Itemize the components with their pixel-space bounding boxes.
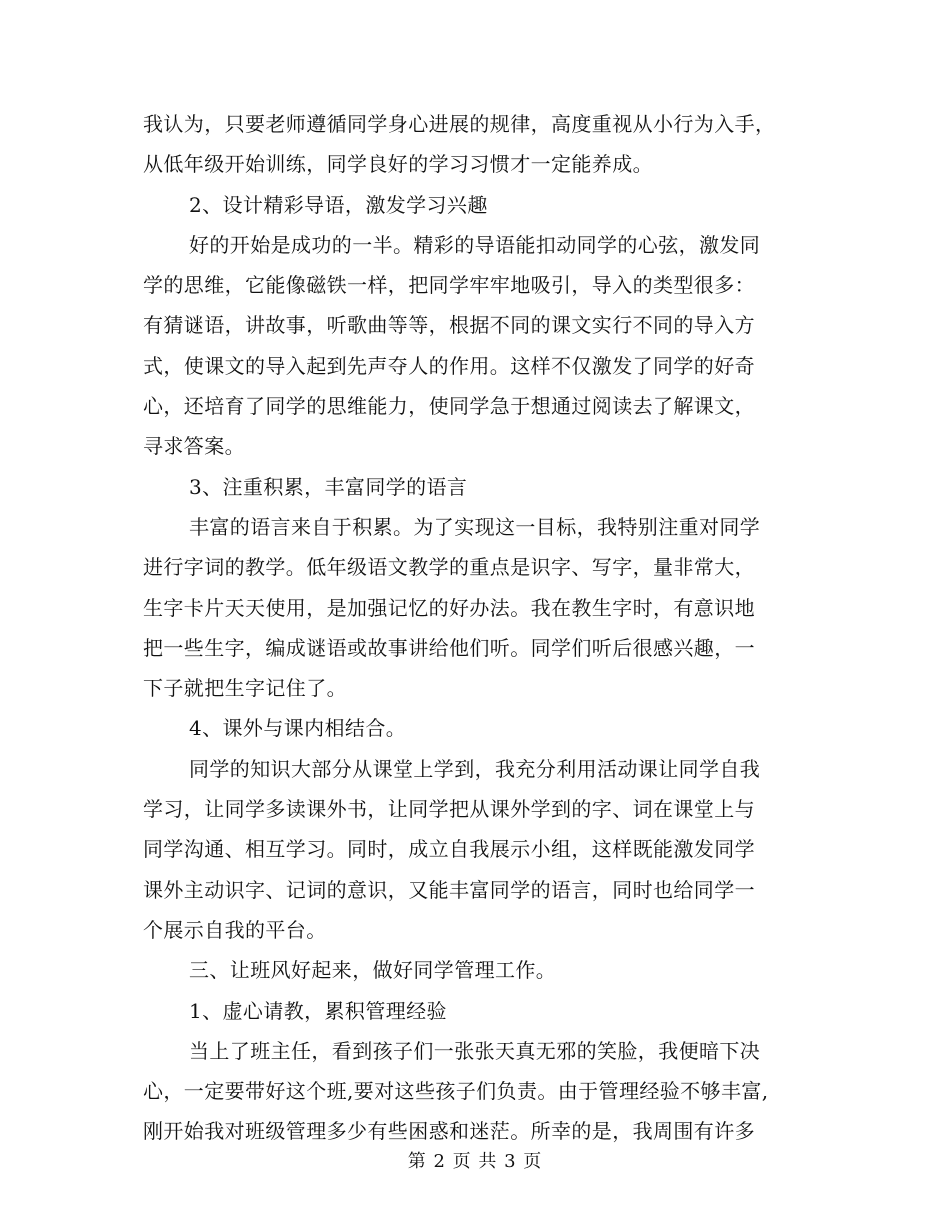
text-line: 寻求答案。 [143, 434, 245, 459]
text-line: 三、让班风好起来，做好同学管理工作。 [189, 958, 557, 983]
text-line: 好的开始是成功的一半。精彩的导语能扣动同学的心弦，激发同 [189, 232, 761, 257]
document-body [143, 104, 803, 1152]
text-line: 学的思维，它能像磁铁一样，把同学牢牢地吸引，导入的类型很多： [143, 273, 755, 298]
text-line: 心，还培育了同学的思维能力，使同学急于想通过阅读去了解课文， [143, 394, 755, 419]
text-line: 1、虚心请教，累积管理经验 [189, 998, 447, 1023]
text-line: 生字卡片天天使用，是加强记忆的好办法。我在教生字时，有意识地 [143, 595, 755, 620]
text-line: 2、设计精彩导语，激发学习兴趣 [189, 192, 488, 217]
text-line: 同学沟通、相互学习。同时，成立自我展示小组，这样既能激发同学 [143, 837, 755, 862]
text-line: 我认为，只要老师遵循同学身心进展的规律，高度重视从小行为入手， [143, 112, 776, 136]
text-line: 式，使课文的导入起到先声夺人的作用。这样不仅激发了同学的好奇 [143, 353, 755, 378]
text-line: 个展示自我的平台。 [143, 917, 327, 942]
text-line: 3、注重积累，丰富同学的语言 [189, 474, 468, 499]
text-line: 刚开始我对班级管理多少有些困惑和迷茫。所幸的是，我周围有许多 [143, 1119, 755, 1144]
text-line: 心，一定要带好这个班,要对这些孩子们负责。由于管理经验不够丰富, [143, 1079, 769, 1104]
text-line: 4、课外与课内相结合。 [189, 716, 407, 741]
text-line: 丰富的语言来自于积累。为了实现这一目标，我特别注重对同学 [189, 514, 761, 539]
page-footer: 第 2 页 共 3 页 [407, 1151, 543, 1172]
text-line: 当上了班主任，看到孩子们一张张天真无邪的笑脸，我便暗下决 [189, 1038, 761, 1063]
text-line: 进行字词的教学。低年级语文教学的重点是识字、写字，量非常大， [143, 555, 755, 580]
text-line: 学习，让同学多读课外书，让同学把从课外学到的字、词在课堂上与 [143, 797, 755, 822]
text-line: 从低年级开始训练，同学良好的学习习惯才一定能养成。 [143, 152, 653, 177]
text-line: 下子就把生字记住了。 [143, 676, 347, 701]
text-line: 课外主动识字、记词的意识，又能丰富同学的语言，同时也给同学一 [143, 877, 755, 902]
text-line: 有猜谜语，讲故事，听歌曲等等，根据不同的课文实行不同的导入方 [143, 313, 755, 338]
text-line: 把一些生字，编成谜语或故事讲给他们听。同学们听后很感兴趣，一 [143, 635, 755, 660]
text-line: 同学的知识大部分从课堂上学到，我充分利用活动课让同学自我 [189, 756, 761, 781]
